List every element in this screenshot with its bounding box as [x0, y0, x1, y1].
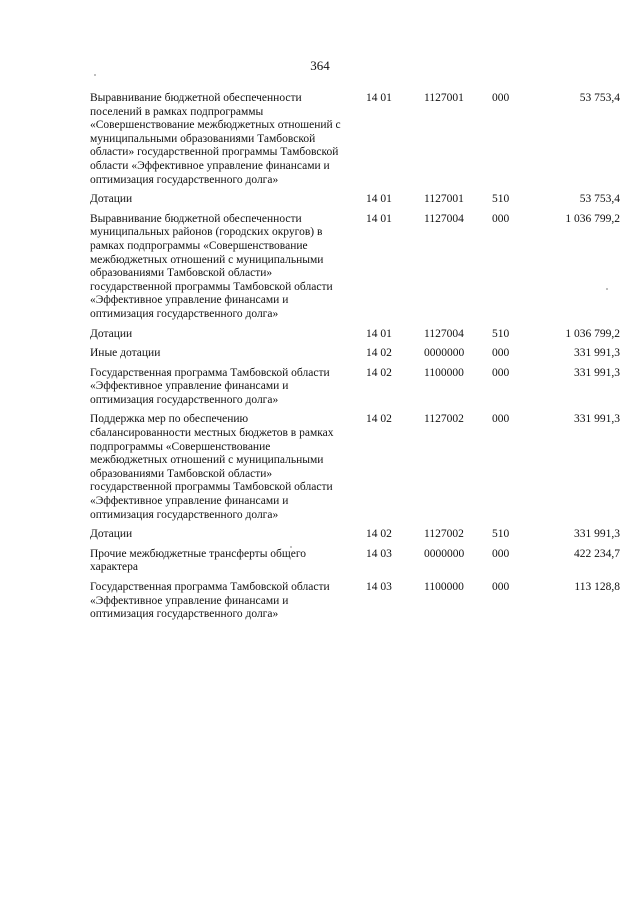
- row-section-code: 14 03: [366, 547, 392, 560]
- table-row: [90, 328, 620, 348]
- table-row: [90, 193, 620, 213]
- row-target-code: 1100000: [424, 581, 464, 593]
- row-section-code: 14 02: [366, 413, 392, 426]
- row-section-code: 14 01: [366, 327, 392, 340]
- row-sum: 53 753,4: [579, 92, 620, 104]
- budget-table: [90, 92, 620, 628]
- row-expense-type: 000: [492, 581, 510, 593]
- row-sum: 1 036 799,2: [565, 212, 620, 225]
- row-sum: 331 991,3: [574, 366, 620, 379]
- row-sum: 113 128,8: [574, 581, 620, 593]
- table-row: [90, 213, 620, 328]
- row-target-code: 0000000: [424, 347, 465, 360]
- row-name: Выравнивание бюджетной обеспеченности муниципальных районов (городских округов) в рамках подпрограммы «Совершенствование межбюджетных отношений с муниципальными образованиями Тамбовской области» государственной программы Тамбовской области «Эффективное управление финансами и оптимизация государственного долга»: [90, 212, 333, 320]
- row-name: Выравнивание бюджетной обеспеченности поселений в рамках подпрограммы «Совершенствование межбюджетных отношений с муниципальными образованиями Тамбовской области» государственной программы Тамбовской области «Эффективное управление финансами и оптимизация государственного долга»: [90, 92, 341, 186]
- row-section-code: 14 02: [366, 366, 392, 379]
- row-sum: 1 036 799,2: [565, 327, 620, 340]
- row-section-code: 14 01: [366, 212, 392, 225]
- row-section-code: 14 02: [366, 528, 392, 541]
- table-row: [90, 548, 620, 581]
- row-sum: 331 991,3: [574, 413, 620, 426]
- row-expense-type: 510: [492, 193, 510, 206]
- row-name: Дотации: [90, 327, 133, 340]
- row-target-code: 1127001: [424, 193, 464, 206]
- row-sum: 53 753,4: [579, 193, 620, 206]
- row-target-code: 0000000: [424, 547, 465, 560]
- row-sum: 331 991,3: [574, 347, 620, 360]
- row-target-code: 1100000: [424, 366, 464, 379]
- row-expense-type: 000: [492, 413, 510, 426]
- row-expense-type: 510: [492, 528, 510, 541]
- row-name: Иные дотации: [90, 347, 161, 360]
- scan-speck: [94, 74, 96, 76]
- row-expense-type: 000: [492, 366, 510, 379]
- table-row: [90, 581, 620, 628]
- row-sum: 331 991,3: [574, 528, 620, 541]
- scan-speck: [290, 546, 292, 548]
- row-expense-type: 000: [492, 92, 510, 104]
- row-expense-type: 000: [492, 212, 510, 225]
- table-row: [90, 92, 620, 193]
- row-name: Государственная программа Тамбовской области «Эффективное управление финансами и оптимизация государственного долга»: [90, 581, 330, 621]
- row-target-code: 1127002: [424, 413, 464, 426]
- row-name: Дотации: [90, 528, 133, 541]
- budget-table-body: [90, 92, 620, 628]
- table-row: [90, 528, 620, 548]
- row-name: Прочие межбюджетные трансферты общего характера: [90, 547, 307, 574]
- row-name: Поддержка мер по обеспечению сбалансированности местных бюджетов в рамках подпрограммы «Совершенствование межбюджетных отношений с муниципальными образованиями Тамбовской области» государственной программы Тамбовской области «Эффективное управление финансами и оптимизация государственного долга»: [90, 413, 334, 521]
- row-name: Государственная программа Тамбовской области «Эффективное управление финансами и оптимизация государственного долга»: [90, 366, 330, 406]
- table-row: [90, 367, 620, 414]
- row-section-code: 14 01: [366, 193, 392, 206]
- row-expense-type: 000: [492, 547, 510, 560]
- table-row: [90, 347, 620, 367]
- scan-speck: [606, 288, 608, 290]
- table-row: [90, 413, 620, 528]
- row-section-code: 14 03: [366, 581, 392, 593]
- row-target-code: 1127004: [424, 327, 464, 340]
- row-target-code: 1127004: [424, 212, 464, 225]
- row-target-code: 1127001: [424, 92, 464, 104]
- row-expense-type: 510: [492, 327, 510, 340]
- row-section-code: 14 01: [366, 92, 392, 104]
- row-target-code: 1127002: [424, 528, 464, 541]
- row-name: Дотации: [90, 193, 133, 206]
- row-expense-type: 000: [492, 347, 510, 360]
- row-section-code: 14 02: [366, 347, 392, 360]
- page-number: 364: [310, 58, 330, 73]
- row-sum: 422 234,7: [574, 547, 620, 560]
